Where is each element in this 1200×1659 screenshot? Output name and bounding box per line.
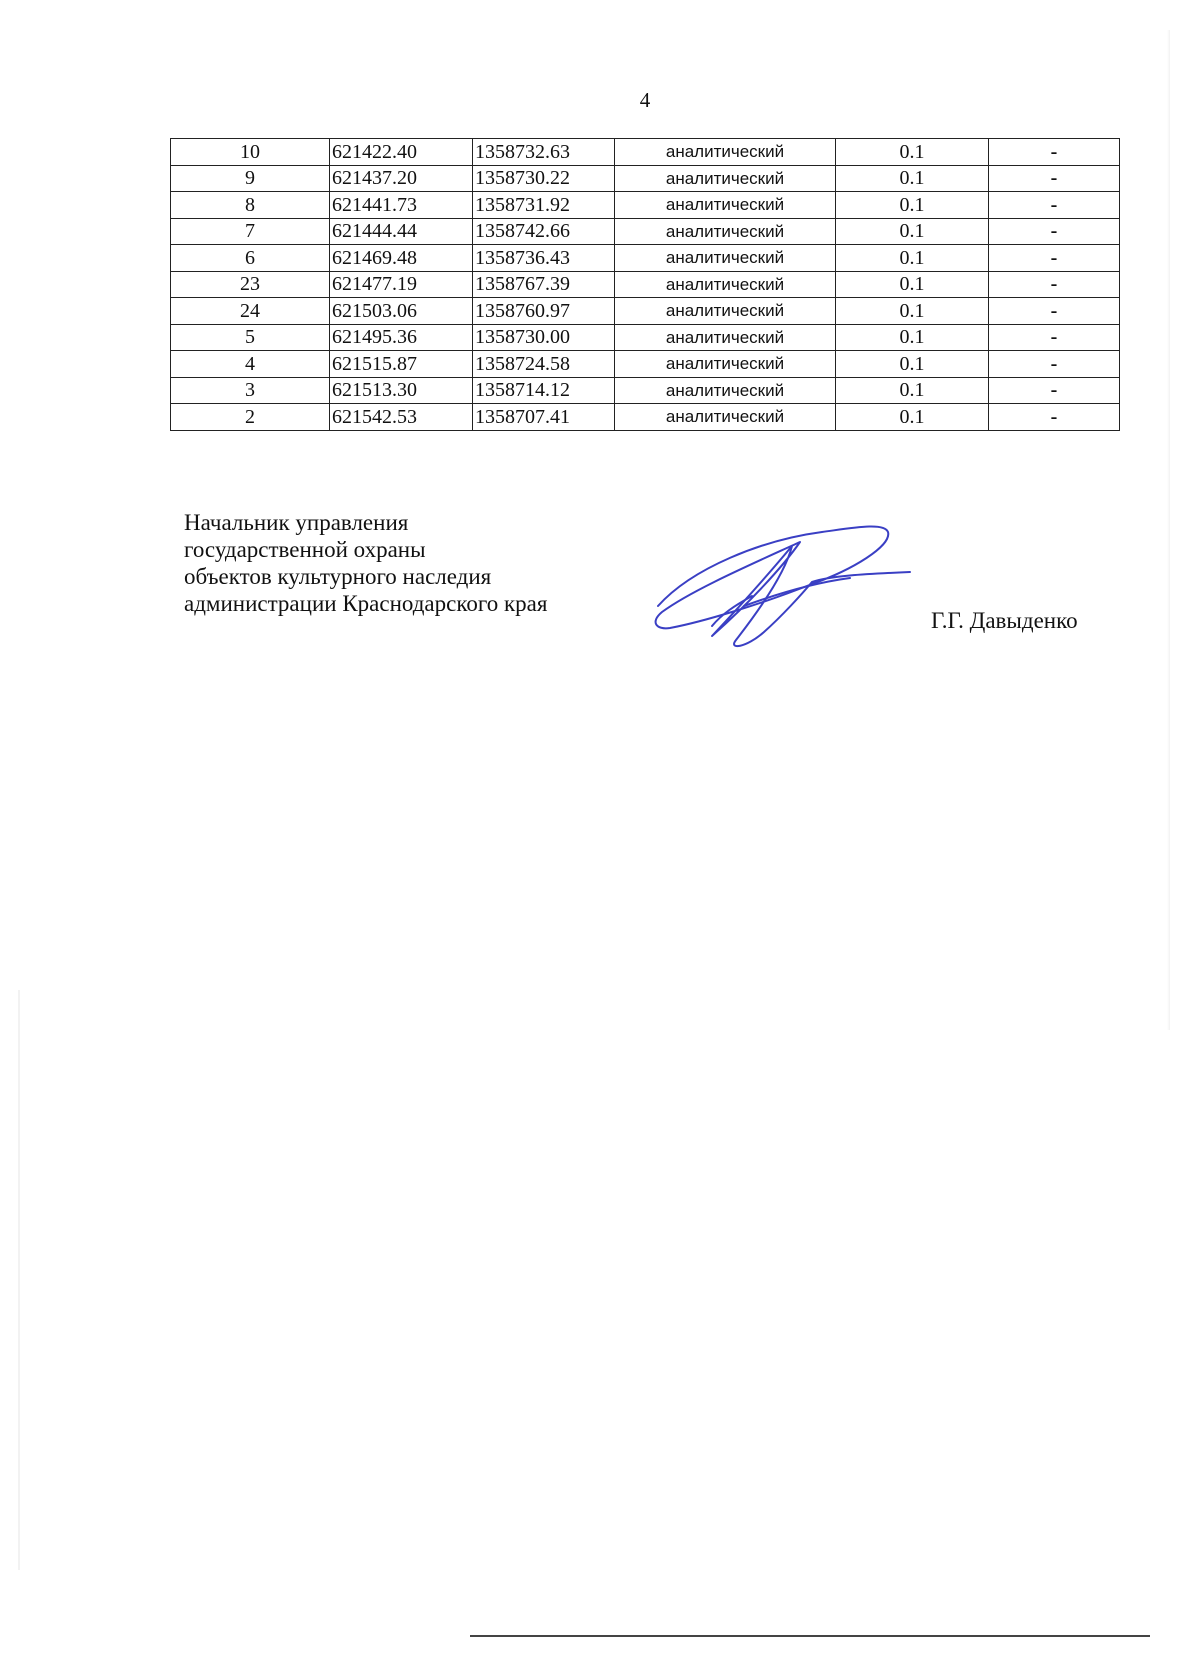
x-coordinate-cell: 621495.36	[330, 324, 473, 351]
description-cell: -	[989, 218, 1120, 245]
method-cell: аналитический	[615, 298, 836, 325]
method-cell: аналитический	[615, 271, 836, 298]
description-cell: -	[989, 377, 1120, 404]
y-coordinate-cell: 1358731.92	[473, 192, 615, 219]
point-number-cell: 23	[171, 271, 330, 298]
x-coordinate-cell: 621422.40	[330, 139, 473, 166]
x-coordinate-cell: 621437.20	[330, 165, 473, 192]
method-cell: аналитический	[615, 351, 836, 378]
description-cell: -	[989, 165, 1120, 192]
x-coordinate-cell: 621444.44	[330, 218, 473, 245]
description-cell: -	[989, 245, 1120, 272]
x-coordinate-cell: 621542.53	[330, 404, 473, 431]
y-coordinate-cell: 1358760.97	[473, 298, 615, 325]
accuracy-cell: 0.1	[836, 165, 989, 192]
signatory-position-line: объектов культурного наследия	[184, 564, 492, 589]
table-row	[171, 192, 1120, 219]
y-coordinate-cell: 1358730.00	[473, 324, 615, 351]
point-number-cell: 8	[171, 192, 330, 219]
accuracy-cell: 0.1	[836, 139, 989, 166]
description-cell: -	[989, 351, 1120, 378]
description-cell: -	[989, 139, 1120, 166]
accuracy-cell: 0.1	[836, 351, 989, 378]
accuracy-cell: 0.1	[836, 245, 989, 272]
x-coordinate-cell: 621515.87	[330, 351, 473, 378]
accuracy-cell: 0.1	[836, 377, 989, 404]
method-cell: аналитический	[615, 245, 836, 272]
x-coordinate-cell: 621477.19	[330, 271, 473, 298]
method-cell: аналитический	[615, 218, 836, 245]
point-number-cell: 2	[171, 404, 330, 431]
method-cell: аналитический	[615, 377, 836, 404]
point-number-cell: 5	[171, 324, 330, 351]
page-number: 4	[639, 88, 651, 112]
y-coordinate-cell: 1358707.41	[473, 404, 615, 431]
signatory-position-line: Начальник управления	[184, 510, 409, 535]
x-coordinate-cell: 621513.30	[330, 377, 473, 404]
scan-edge-shadow	[1167, 30, 1170, 1030]
signatory-position-line: государственной охраны	[184, 537, 426, 562]
table-row	[171, 351, 1120, 378]
table-row	[171, 245, 1120, 272]
point-number-cell: 10	[171, 139, 330, 166]
table-row	[171, 165, 1120, 192]
table-row	[171, 404, 1120, 431]
coordinates-table	[170, 138, 1120, 431]
table-row	[171, 377, 1120, 404]
table-row	[171, 298, 1120, 325]
scan-bottom-line	[470, 1635, 1150, 1637]
accuracy-cell: 0.1	[836, 324, 989, 351]
description-cell: -	[989, 324, 1120, 351]
description-cell: -	[989, 298, 1120, 325]
point-number-cell: 3	[171, 377, 330, 404]
table-row	[171, 139, 1120, 166]
signatory-name: Г.Г. Давыденко	[931, 608, 1078, 633]
method-cell: аналитический	[615, 192, 836, 219]
y-coordinate-cell: 1358736.43	[473, 245, 615, 272]
table-row	[171, 218, 1120, 245]
description-cell: -	[989, 192, 1120, 219]
accuracy-cell: 0.1	[836, 404, 989, 431]
coordinates-table-body	[171, 139, 1120, 431]
scan-edge-shadow	[18, 990, 20, 1570]
signatory-position	[184, 509, 547, 617]
method-cell: аналитический	[615, 165, 836, 192]
y-coordinate-cell: 1358730.22	[473, 165, 615, 192]
accuracy-cell: 0.1	[836, 271, 989, 298]
accuracy-cell: 0.1	[836, 218, 989, 245]
point-number-cell: 24	[171, 298, 330, 325]
y-coordinate-cell: 1358742.66	[473, 218, 615, 245]
accuracy-cell: 0.1	[836, 192, 989, 219]
x-coordinate-cell: 621441.73	[330, 192, 473, 219]
table-row	[171, 324, 1120, 351]
point-number-cell: 4	[171, 351, 330, 378]
x-coordinate-cell: 621503.06	[330, 298, 473, 325]
y-coordinate-cell: 1358732.63	[473, 139, 615, 166]
point-number-cell: 9	[171, 165, 330, 192]
handwritten-signature	[652, 524, 912, 652]
description-cell: -	[989, 404, 1120, 431]
y-coordinate-cell: 1358714.12	[473, 377, 615, 404]
accuracy-cell: 0.1	[836, 298, 989, 325]
point-number-cell: 7	[171, 218, 330, 245]
description-cell: -	[989, 271, 1120, 298]
y-coordinate-cell: 1358724.58	[473, 351, 615, 378]
y-coordinate-cell: 1358767.39	[473, 271, 615, 298]
table-row	[171, 271, 1120, 298]
method-cell: аналитический	[615, 404, 836, 431]
signatory-position-line: администрации Краснодарского края	[184, 591, 548, 616]
method-cell: аналитический	[615, 324, 836, 351]
x-coordinate-cell: 621469.48	[330, 245, 473, 272]
point-number-cell: 6	[171, 245, 330, 272]
method-cell: аналитический	[615, 139, 836, 166]
